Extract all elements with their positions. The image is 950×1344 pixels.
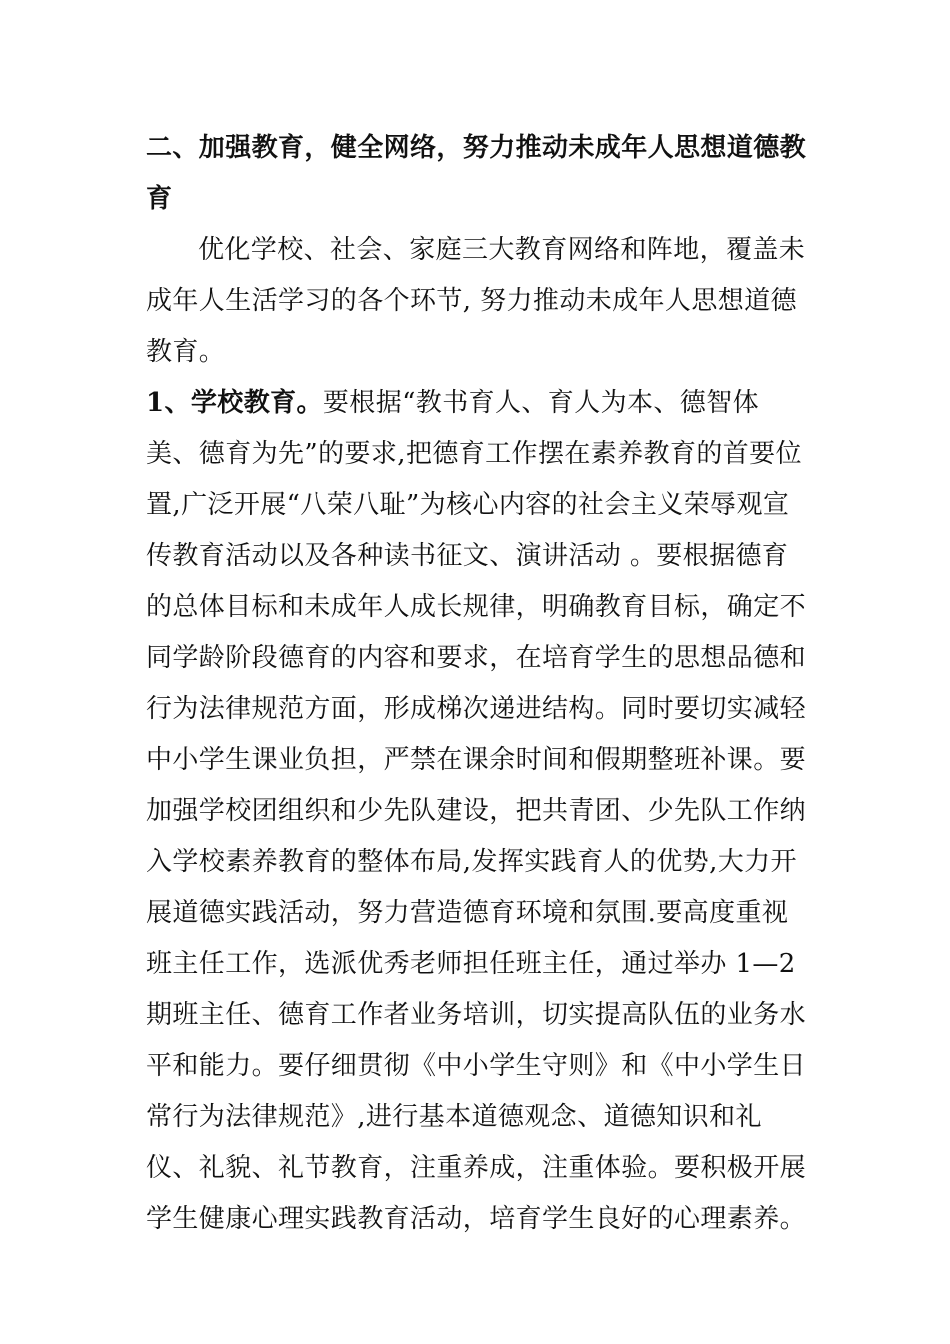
school-education-body: 要根据“教书育人、育人为本、德智体美、德育为先”的要求,把德育工作摆在素养教育的首要位置,广泛开展“八荣八耻”为核心内容的社会主义荣辱观宣传教育活动以及各种读书征文、演讲活动 。要根据德育的总体目标和未成年人成长规律，明确教育目标，确定不同学龄阶段德育的内容和要求，在培育学生的思想品德和行为法律规范方面，形成梯次递进结构。同时要切实减轻中小学生课业负担，严禁在课余时间和假期整班补课。要加强学校团组织和少先队建设，把共青团、少先队工作纳入学校素养教育的整体布局,发挥实践育人的优势,大力开展道德实践活动，努力营造德育环境和氛围.要高度重视班主任工作，选派优秀老师担任班主任，通过举办 1—2 期班主任、德育工作者业务培训，切实提高队伍的业务水平和能力。要仔细贯彻《中小学生守则》和《中小学生日常行为法律规范》,进行基本道德观念、道德知识和礼仪、礼貌、礼节教育，注重养成，注重体验。要积极开展学生健康心理实践教育活动，培育学生良好的心理素养。 [146, 388, 807, 1234]
intro-paragraph: 优化学校、社会、家庭三大教育网络和阵地，覆盖未成年人生活学习的各个环节, 努力推动未成年人思想道德教育。 [146, 235, 806, 367]
document-body [146, 123, 810, 1245]
school-education-paragraph [146, 378, 810, 1245]
section-heading: 二、加强教育，健全网络，努力推动未成年人思想道德教育 [146, 133, 807, 214]
school-education-lead: 1、学校教育。 [146, 388, 323, 418]
